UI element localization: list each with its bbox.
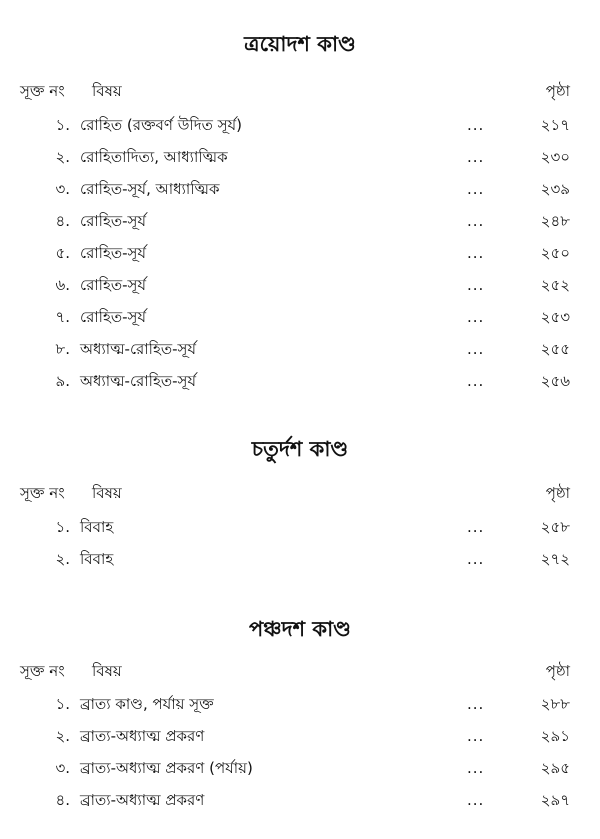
list-item: [0, 273, 600, 297]
page-number: ২৫৫: [540, 340, 570, 358]
header-page: পৃষ্ঠা: [545, 82, 570, 100]
leader-dots: ...: [467, 180, 485, 198]
page-number: ২৯৫: [540, 759, 570, 777]
header-subject: বিষয়: [92, 82, 122, 100]
sukta-subject: বিবাহ: [80, 550, 114, 568]
sukta-subject: রোহিতাদিত্য, আধ্যাত্মিক: [80, 148, 228, 166]
list-item: [0, 241, 600, 265]
sukta-number: ৩.: [55, 180, 70, 198]
list-item: [0, 724, 600, 748]
leader-dots: ...: [467, 212, 485, 230]
leader-dots: ...: [467, 276, 485, 294]
list-item: [0, 145, 600, 169]
leader-dots: ...: [467, 791, 485, 809]
sukta-subject: অধ্যাত্ম-রোহিত-সূর্য: [80, 340, 197, 358]
page-number: ২৩০: [540, 148, 570, 166]
sukta-number: ১.: [55, 116, 70, 134]
leader-dots: ...: [467, 148, 485, 166]
sukta-subject: বিবাহ: [80, 518, 114, 536]
list-item: [0, 692, 600, 716]
leader-dots: ...: [467, 695, 485, 713]
column-header: [0, 481, 600, 505]
page-number: ২৫৮: [540, 518, 570, 536]
header-page: পৃষ্ঠা: [545, 662, 570, 680]
header-sukta-number: সূক্ত নং: [20, 662, 65, 680]
sukta-number: ৭.: [55, 308, 70, 326]
list-item: [0, 305, 600, 329]
leader-dots: ...: [467, 372, 485, 390]
header-subject: বিষয়: [92, 484, 122, 502]
sukta-subject: রোহিত (রক্তবর্ণ উদিত সূর্য): [80, 116, 243, 134]
sukta-number: ৫.: [55, 244, 70, 262]
page-number: ২৫৬: [540, 372, 570, 390]
sukta-subject: রোহিত-সূর্য: [80, 244, 147, 262]
page-number: ২৫০: [540, 244, 570, 262]
sukta-number: ২.: [55, 550, 70, 568]
sukta-subject: রোহিত-সূর্য: [80, 308, 147, 326]
sukta-number: ৪.: [55, 791, 70, 809]
header-subject: বিষয়: [92, 662, 122, 680]
page-number: ২৯৭: [540, 791, 570, 809]
page-number: ২৯১: [540, 727, 570, 745]
page-number: ২৪৮: [540, 212, 570, 230]
sukta-number: ৬.: [55, 276, 70, 294]
sukta-number: ৩.: [55, 759, 70, 777]
sukta-number: ২.: [55, 148, 70, 166]
sukta-number: ২.: [55, 727, 70, 745]
sukta-subject: ব্রাত্য কাণ্ড, পর্যায় সূক্ত: [80, 695, 214, 713]
list-item: [0, 209, 600, 233]
sukta-subject: ব্রাত্য-অধ্যাত্ম প্রকরণ: [80, 791, 205, 809]
sukta-number: ৪.: [55, 212, 70, 230]
section-title: পঞ্চদশ কাণ্ড: [249, 617, 351, 641]
leader-dots: ...: [467, 116, 485, 134]
leader-dots: ...: [467, 518, 485, 536]
column-header: [0, 659, 600, 683]
sukta-subject: ব্রাত্য-অধ্যাত্ম প্রকরণ: [80, 727, 205, 745]
sukta-subject: রোহিত-সূর্য, আধ্যাত্মিক: [80, 180, 220, 198]
page-number: ২৫৩: [540, 308, 570, 326]
list-item: [0, 177, 600, 201]
leader-dots: ...: [467, 759, 485, 777]
page-number: ২৫২: [540, 276, 570, 294]
leader-dots: ...: [467, 244, 485, 262]
page-number: ২৩৯: [540, 180, 570, 198]
header-sukta-number: সূক্ত নং: [20, 484, 65, 502]
list-item: [0, 515, 600, 539]
list-item: [0, 369, 600, 393]
sukta-subject: রোহিত-সূর্য: [80, 212, 147, 230]
leader-dots: ...: [467, 308, 485, 326]
header-sukta-number: সূক্ত নং: [20, 82, 65, 100]
sukta-subject: অধ্যাত্ম-রোহিত-সূর্য: [80, 372, 197, 390]
list-item: [0, 756, 600, 780]
sukta-number: ৯.: [55, 372, 70, 390]
column-header: [0, 79, 600, 103]
leader-dots: ...: [467, 727, 485, 745]
page-number: ২১৭: [540, 116, 570, 134]
header-page: পৃষ্ঠা: [545, 484, 570, 502]
list-item: [0, 113, 600, 137]
leader-dots: ...: [467, 340, 485, 358]
list-item: [0, 788, 600, 812]
section-title: চতুর্দশ কাণ্ড: [251, 437, 349, 461]
list-item: [0, 337, 600, 361]
sukta-number: ৮.: [55, 340, 70, 358]
page-number: ২৭২: [540, 550, 570, 568]
sukta-subject: রোহিত-সূর্য: [80, 276, 147, 294]
sukta-number: ১.: [55, 518, 70, 536]
list-item: [0, 547, 600, 571]
sukta-number: ১.: [55, 695, 70, 713]
page-number: ২৮৮: [540, 695, 570, 713]
sukta-subject: ব্রাত্য-অধ্যাত্ম প্রকরণ (পর্যায়): [80, 759, 253, 777]
leader-dots: ...: [467, 550, 485, 568]
section-title: ত্রয়োদশ কাণ্ড: [244, 32, 356, 56]
